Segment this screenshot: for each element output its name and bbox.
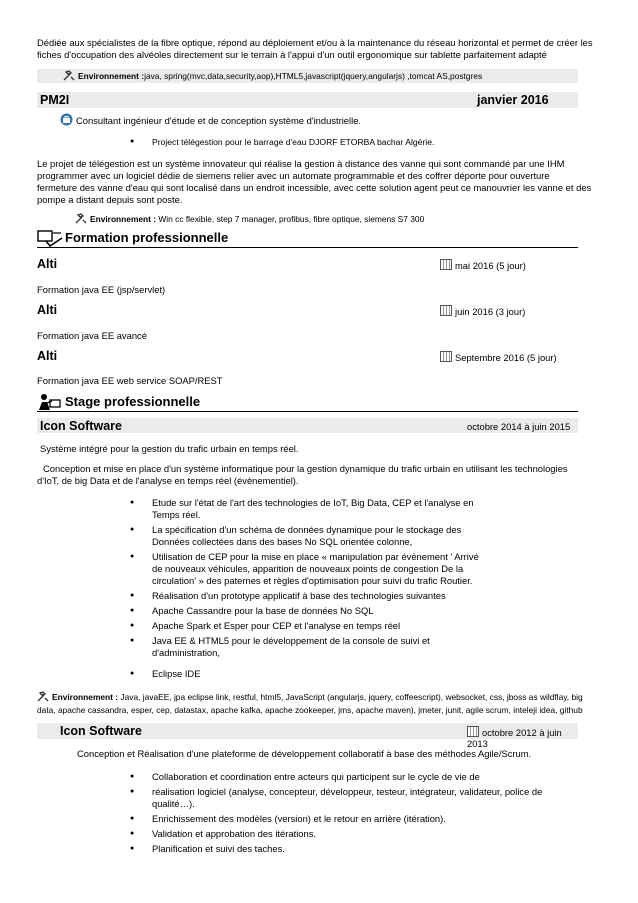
- worker-icon: [37, 393, 63, 416]
- job2-date: octobre 2012 à juin 2013: [467, 727, 562, 749]
- list-item: ● Eclipse IDE: [130, 668, 490, 680]
- list-item: ● Enrichissement des modèles (version) et le retour en arrière (itération).: [130, 813, 570, 825]
- formation-2-date-wrap: [440, 305, 525, 317]
- pm2i-env-label: Environnement :: [90, 214, 157, 224]
- job1-description: Conception et mise en place d'un système informatique pour la gestion dynamique du trafic urbain en utilisant les technologies d'IoT, de big Data et de l'analyse en temps réel (évènementiel).: [37, 463, 568, 486]
- intro-env: [63, 70, 573, 84]
- intro-paragraph: Dédiée aux spécialistes de la fibre optique, répond au déploiement et/ou à la maintenance du réseau horizontal et permet de créer les fiches d'occupation des alvéoles directement sur le terrain à l'appui d'un outil ergonomique sur tablette parfaitement adapté: [37, 37, 593, 60]
- job2-header: [37, 723, 578, 749]
- list-item: ● Réalisation d'un prototype applicatif à base des technologies suivantes: [130, 590, 490, 602]
- graduation-icon: [37, 229, 63, 252]
- tools-icon: [37, 691, 49, 705]
- job1-env-value: Java, javaEE, jpa eclipse link, restful, html5, JavaScript (angularjs, jquery, coffeescript), websocket, css, jboss as wildflay, big data, apache cassandra, esper, cep, datastax, apache kafka, apache zookeeper, jms, apache maven), jmeter, junit, agile scrum, inteleji idea, github: [37, 692, 583, 715]
- formation-2-desc: Formation java EE avancé: [37, 330, 147, 341]
- intro-env-label: Environnement :: [78, 71, 145, 81]
- job2-bullets: [130, 771, 570, 858]
- formation-2-date: juin 2016 (3 jour): [455, 306, 526, 317]
- list-item: ● Java EE & HTML5 pour le développement de la console de suivi et d'administration,: [130, 635, 490, 659]
- job2-date-wrap: [467, 726, 578, 749]
- job1-header: [37, 418, 578, 433]
- calendar-icon: [440, 305, 452, 316]
- pm2i-bullets: [130, 136, 570, 151]
- list-item: ● La spécification d'un schéma de données dynamique pour le stockage des Données collectées dans des bases No SQL orientée colonne,: [130, 524, 490, 548]
- tools-icon: [63, 70, 75, 84]
- formation-heading: Formation professionnelle: [65, 230, 229, 245]
- tools-icon: [75, 213, 87, 227]
- formation-1-date-wrap: [440, 259, 526, 271]
- calendar-icon: [467, 726, 479, 737]
- job2-subtitle: Conception et Réalisation d'une plateforme de développement collaboratif à base des méthodes Agile/Scrum.: [77, 748, 532, 759]
- formation-3-date-wrap: [440, 351, 557, 363]
- list-item: ● Apache Cassandre pour la base de données No SQL: [130, 605, 490, 617]
- formation-1-date: mai 2016 (5 jour): [455, 260, 526, 271]
- formation-2-org: Alti: [37, 303, 58, 317]
- list-item: ● Collaboration et coordination entre acteurs qui participent sur le cycle de vie de: [130, 771, 570, 783]
- briefcase-icon: [60, 113, 73, 129]
- list-item: ● Apache Spark et Esper pour CEP et l'analyse en temps réel: [130, 620, 490, 632]
- pm2i-header: [37, 92, 578, 108]
- pm2i-company: PM2I: [40, 93, 70, 107]
- pm2i-description: Le projet de télégestion est un système innovateur qui réalise la gestion à distance des vanne qui sont commandé par une IHM programmer avec un logiciel dédie de siemens relier avec un automate programmable et des coffrer déporte pour ouverture fermeture des vanne d'eau qui sont localisé dans un endroit incessible, avec cette solution agent peut ce manouvrier les vanne et des pompe a distant depuis sont poste.: [37, 158, 592, 205]
- formation-3-desc: Formation java EE web service SOAP/REST: [37, 375, 223, 386]
- job1-company: Icon Software: [40, 419, 122, 433]
- intro-env-value: java, spring(mvc,data,security,aop),HTML5,javascript(jquery,angularjs) ,tomcat AS,postgres: [144, 71, 483, 81]
- job1-env: [37, 691, 602, 716]
- list-item: ● Validation et approbation des itérations.: [130, 828, 570, 840]
- stage-section-header: [37, 393, 578, 412]
- list-item: ● Planification et suivi des taches.: [130, 843, 570, 855]
- pm2i-env: [75, 213, 555, 227]
- pm2i-role: Consultant ingénieur d'étude et de conception système d'industrielle.: [76, 115, 362, 126]
- list-item: ● Project télégestion pour le barrage d'eau DJORF ETORBA bachar Algérie.: [130, 136, 570, 148]
- list-item: ● Etude sur l'état de l'art des technologies de IoT, Big Data, CEP et l'analyse en Temps réel.: [130, 497, 490, 521]
- pm2i-role-line: [60, 113, 560, 129]
- formation-1-desc: Formation java EE (jsp/servlet): [37, 284, 166, 295]
- calendar-icon: [440, 351, 452, 362]
- stage-heading: Stage professionnelle: [65, 394, 201, 409]
- pm2i-env-value: Win cc flexible, step 7 manager, profibus, fibre optique, siemens S7 300: [158, 214, 425, 224]
- list-item: ● Utilisation de CEP pour la mise en place « manipulation par évènement ' Arrivé de nouveaux véhicules, apparition de nouveaux points de congestion De la circulation' » des paternes et règles d'optimisation pour suivi du trafic Routier.: [130, 551, 490, 587]
- job2-company: Icon Software: [60, 724, 142, 738]
- calendar-icon: [440, 259, 452, 270]
- job1-date: octobre 2014 à juin 2015: [467, 421, 571, 432]
- list-item: ● réalisation logiciel (analyse, concepteur, développeur, testeur, intégrateur, validateur, police de qualité…).: [130, 786, 570, 810]
- intro-env-bar: [37, 69, 578, 83]
- job1-env-label: Environnement :: [52, 692, 119, 702]
- formation-1-org: Alti: [37, 257, 58, 271]
- formation-3-org: Alti: [37, 349, 58, 363]
- job1-bullets: [130, 497, 490, 683]
- job1-subtitle: Système intégré pour la gestion du trafic urbain en temps réel.: [40, 443, 299, 454]
- formation-3-date: Septembre 2016 (5 jour): [455, 352, 557, 363]
- pm2i-date: janvier 2016: [477, 93, 549, 107]
- formation-section-header: [37, 229, 578, 248]
